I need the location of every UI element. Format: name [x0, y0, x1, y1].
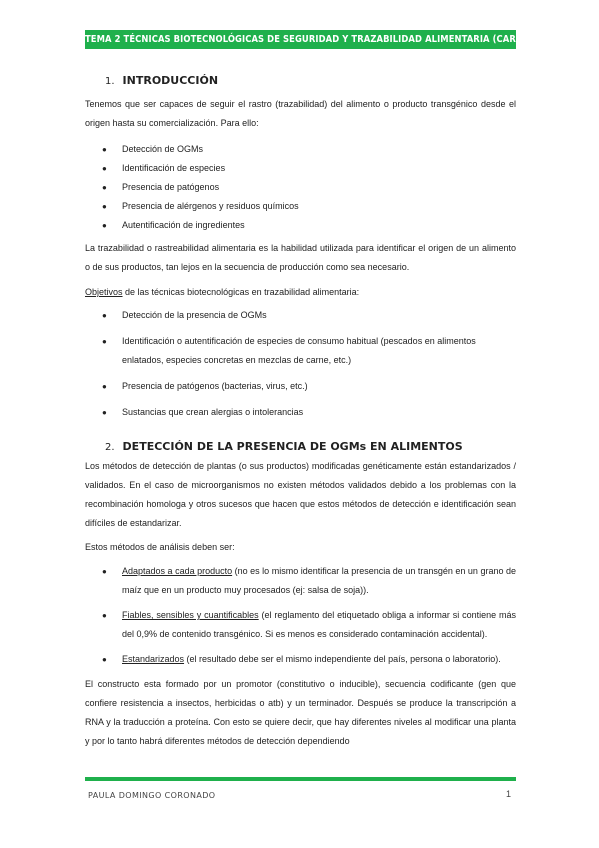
page-number: 1: [506, 789, 512, 799]
list-item: ● Adaptados a cada producto (no es lo mismo identificar la presencia de un transgén en un grano de maíz que en un producto muy procesados (ej: salsa de soja)).: [85, 562, 516, 600]
section-2-para-2: Estos métodos de análisis deben ser:: [85, 542, 235, 552]
section-1-intro: Tenemos que ser capaces de seguir el rastro (trazabilidad) del alimento o producto transgénico desde el origen hasta su comercialización. Para ello:: [85, 99, 516, 128]
list-item: ● Identificación de especies: [85, 159, 516, 178]
bullet-icon: ●: [102, 655, 107, 664]
list-item: ● Autentificación de ingredientes: [85, 216, 516, 235]
bullet-icon: ●: [102, 382, 107, 391]
section-2-para-3: El constructo esta formado por un promotor (constitutivo o inducible), secuencia codificante (gen que confiere resistencia a insectos, herbicidas o atb) y un terminador. Después se produce la transcripción a RNA y la traducción a proteína. Con esto se quiere decir, que hay diferentes niveles al modificar una planta y por lo tanto habrá diferentes métodos de detección dependiendo: [85, 679, 516, 746]
list-item: ● Detección de la presencia de OGMs: [85, 306, 516, 325]
requirements-list: [85, 562, 516, 669]
bullet-icon: ●: [102, 145, 107, 154]
section-2-heading: 2. DETECCIÓN DE LA PRESENCIA DE OGMs EN ALIMENTOS: [105, 440, 463, 453]
footer-divider: [85, 777, 516, 781]
section-1-heading: 1. INTRODUCCIÓN: [105, 74, 219, 87]
footer-author: PAULA DOMINGO CORONADO: [88, 791, 216, 800]
bullet-icon: ●: [102, 408, 107, 417]
list-item: ● Estandarizados (el resultado debe ser el mismo independiente del país, persona o laboratorio).: [85, 650, 516, 669]
list-item: ● Presencia de alérgenos y residuos químicos: [85, 197, 516, 216]
list-item: ● Identificación o autentificación de especies de consumo habitual (pescados en alimentos enlatados, especies concretas en mezclas de carne, etc.): [85, 332, 516, 370]
document-header: TEMA 2 TÉCNICAS BIOTECNOLÓGICAS DE SEGURIDAD Y TRAZABILIDAD ALIMENTARIA (CARMELO): [85, 30, 516, 49]
bullet-icon: ●: [102, 221, 107, 230]
bullet-icon: ●: [102, 567, 107, 576]
list-item: ● Sustancias que crean alergias o intolerancias: [85, 403, 516, 422]
objectives-intro: Objetivos de las técnicas biotecnológicas en trazabilidad alimentaria:: [85, 287, 360, 297]
traceability-definition: La trazabilidad o rastreabilidad alimentaria es la habilidad utilizada para identificar el origen de un alimento o de sus productos, tan lejos en la secuencia de producción como sea necesario.: [85, 243, 516, 272]
list-item: ● Detección de OGMs: [85, 140, 516, 159]
bullet-icon: ●: [102, 611, 107, 620]
bullet-icon: ●: [102, 311, 107, 320]
bullet-icon: ●: [102, 337, 107, 346]
bullet-icon: ●: [102, 164, 107, 173]
objectives-list: [85, 306, 516, 422]
bullet-icon: ●: [102, 202, 107, 211]
section-2-para-1: Los métodos de detección de plantas (o sus productos) modificadas genéticamente están estandarizados / validados. En el caso de microorganismos no existen métodos validados debido a los problemas con la recombinación homologa y otros sucesos que hacen que estos métodos de detección e identificación sean difíciles de estandarizar.: [85, 461, 516, 528]
document-body: [85, 71, 516, 751]
bullet-icon: ●: [102, 183, 107, 192]
list-item: ● Presencia de patógenos (bacterias, virus, etc.): [85, 377, 516, 396]
list-item: ● Fiables, sensibles y cuantificables (el reglamento del etiquetado obliga a informar si contiene más del 0,9% de contenido transgénico. Si es menos es considerado contaminación accidental).: [85, 606, 516, 644]
section-1-bullets: [85, 140, 516, 235]
list-item: ● Presencia de patógenos: [85, 178, 516, 197]
